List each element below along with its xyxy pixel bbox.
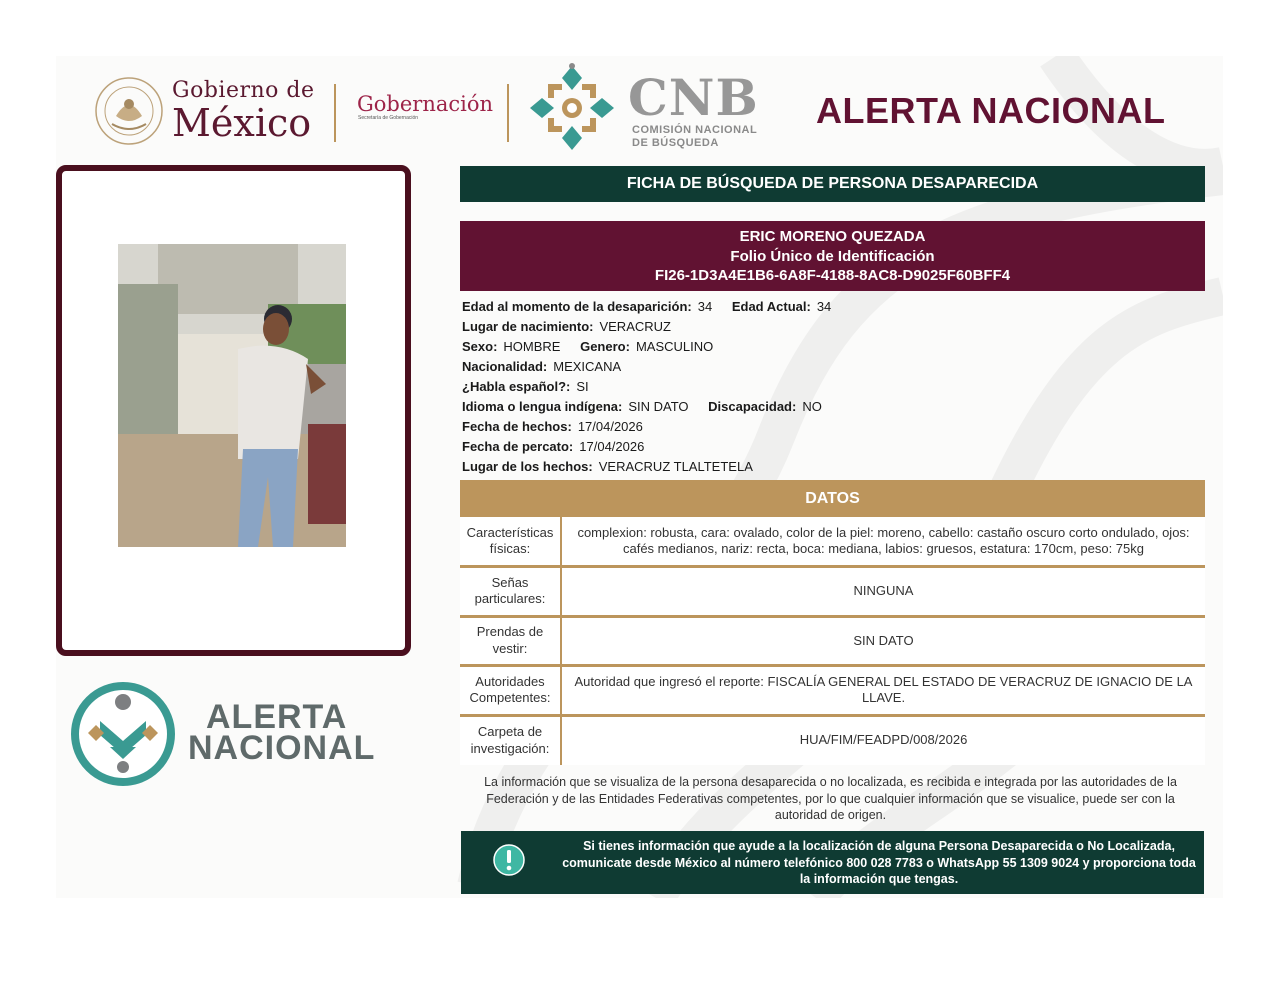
cnb-logo-icon	[526, 62, 618, 154]
cnb-wordmark: CNB	[628, 68, 759, 127]
cnb-sub-line1: COMISIÓN NACIONAL	[632, 124, 758, 136]
detail-row-habla-espanol	[462, 377, 1202, 397]
discapacidad-label: Discapacidad:	[708, 399, 797, 414]
fecha-percato-value: 17/04/2026	[579, 439, 645, 454]
ficha-title: FICHA DE BÚSQUEDA DE PERSONA DESAPARECIDA	[460, 166, 1205, 202]
datos-section-title: DATOS	[460, 480, 1205, 517]
edad-actual-label: Edad Actual:	[731, 299, 811, 314]
row-value: SIN DATO	[561, 616, 1205, 666]
datos-table	[460, 517, 1205, 765]
table-row	[460, 517, 1205, 567]
gobernacion-subtitle: Secretaría de Gobernación	[358, 115, 419, 121]
gobernacion-logo: Gobernación	[357, 92, 494, 116]
edad-actual-value: 34	[816, 299, 832, 314]
alerta-word: ALERTA	[206, 698, 348, 736]
alerta-nacional-title: ALERTA NACIONAL	[816, 90, 1166, 131]
detail-row-nacionalidad	[462, 357, 1202, 377]
detail-row-edad	[462, 297, 1202, 317]
nacional-word: NACIONAL	[188, 729, 376, 767]
gobierno-de-mexico-logo	[172, 78, 315, 145]
mexico-seal-icon	[94, 76, 164, 146]
genero-value: MASCULINO	[635, 339, 714, 354]
row-label: Autoridades Competentes:	[460, 666, 561, 716]
detail-row-fecha-hechos	[462, 417, 1202, 437]
habla-espanol-value: SI	[576, 379, 589, 394]
row-label: Carpeta de investigación:	[460, 715, 561, 765]
folio-label: Folio Único de Identificación	[730, 247, 935, 265]
lugar-hechos-label: Lugar de los hechos:	[462, 459, 593, 474]
detail-row-lugar-hechos	[462, 457, 1202, 477]
detail-row-sexo	[462, 337, 1202, 357]
person-identity-box	[460, 221, 1205, 291]
disclaimer-text: La información que se visualiza de la persona desaparecida o no localizada, es recibida e integrada por las autoridades de la Federación y de las Entidades Federativas competentes, por lo que cualquier información que se visualice, puede ser con la autoridad de origen.	[484, 775, 1177, 822]
alerta-nacional-logo-icon	[70, 681, 176, 787]
header-divider	[507, 84, 509, 142]
table-row	[460, 567, 1205, 617]
cnb-subtitle	[632, 124, 757, 150]
discapacidad-value: NO	[802, 399, 822, 414]
cnb-sub-line2: DE BÚSQUEDA	[632, 137, 719, 149]
sexo-value: HOMBRE	[503, 339, 561, 354]
lugar-nacimiento-value: VERACRUZ	[599, 319, 671, 334]
missing-person-photo	[118, 244, 346, 547]
contact-text: Si tienes información que ayude a la localización de alguna Persona Desaparecida o No Localizada, comunicate desde México al número telefónico 800 028 7783 o WhatsApp 55 1309 9024 y proporciona toda la información que tengas.	[562, 839, 1196, 886]
header-divider	[334, 84, 336, 142]
lugar-hechos-value: VERACRUZ TLALTETELA	[598, 459, 753, 474]
person-name: ERIC MORENO QUEZADA	[739, 228, 926, 245]
alerta-nacional-wordmark	[188, 698, 376, 767]
detail-row-idioma	[462, 397, 1202, 417]
row-value: Autoridad que ingresó el reporte: FISCALÍA GENERAL DEL ESTADO DE VERACRUZ DE IGNACIO DE LA LLAVE.	[561, 666, 1205, 716]
alert-sheet	[56, 56, 1223, 898]
row-value: NINGUNA	[561, 567, 1205, 617]
exclamation-icon	[493, 844, 525, 876]
table-row	[460, 666, 1205, 716]
person-details	[462, 297, 1202, 477]
fecha-percato-label: Fecha de percato:	[462, 439, 574, 454]
row-label: Características físicas:	[460, 517, 561, 567]
row-value: HUA/FIM/FEADPD/008/2026	[561, 715, 1205, 765]
nacionalidad-value: MEXICANA	[553, 359, 622, 374]
fecha-hechos-value: 17/04/2026	[577, 419, 643, 434]
contact-box	[461, 831, 1204, 894]
edad-desaparicion-label: Edad al momento de la desaparición:	[462, 299, 692, 314]
row-label: Prendas de vestir:	[460, 616, 561, 666]
row-label: Señas particulares:	[460, 567, 561, 617]
fecha-hechos-label: Fecha de hechos:	[462, 419, 572, 434]
genero-label: Genero:	[580, 339, 630, 354]
folio-number: FI26-1D3A4E1B6-6A8F-4188-8AC8-D9025F60BFF4	[654, 267, 1011, 284]
lugar-nacimiento-label: Lugar de nacimiento:	[462, 319, 594, 334]
gob-line1: Gobierno de	[172, 78, 315, 103]
idioma-label: Idioma o lengua indígena:	[462, 399, 623, 414]
table-row	[460, 616, 1205, 666]
gob-line2: México	[172, 101, 312, 145]
table-row	[460, 715, 1205, 765]
detail-row-fecha-percato	[462, 437, 1202, 457]
sexo-label: Sexo:	[462, 339, 498, 354]
habla-espanol-label: ¿Habla español?:	[462, 379, 571, 394]
nacionalidad-label: Nacionalidad:	[462, 359, 548, 374]
idioma-value: SIN DATO	[628, 399, 689, 414]
edad-desaparicion-value: 34	[697, 299, 713, 314]
row-value: complexion: robusta, cara: ovalado, color de la piel: moreno, cabello: castaño oscuro corto ondulado, ojos: cafés medianos, nariz: recta, boca: mediana, labios: gruesos, estatura: 170cm, peso: 75kg	[561, 517, 1205, 567]
detail-row-lugar-nacimiento	[462, 317, 1202, 337]
